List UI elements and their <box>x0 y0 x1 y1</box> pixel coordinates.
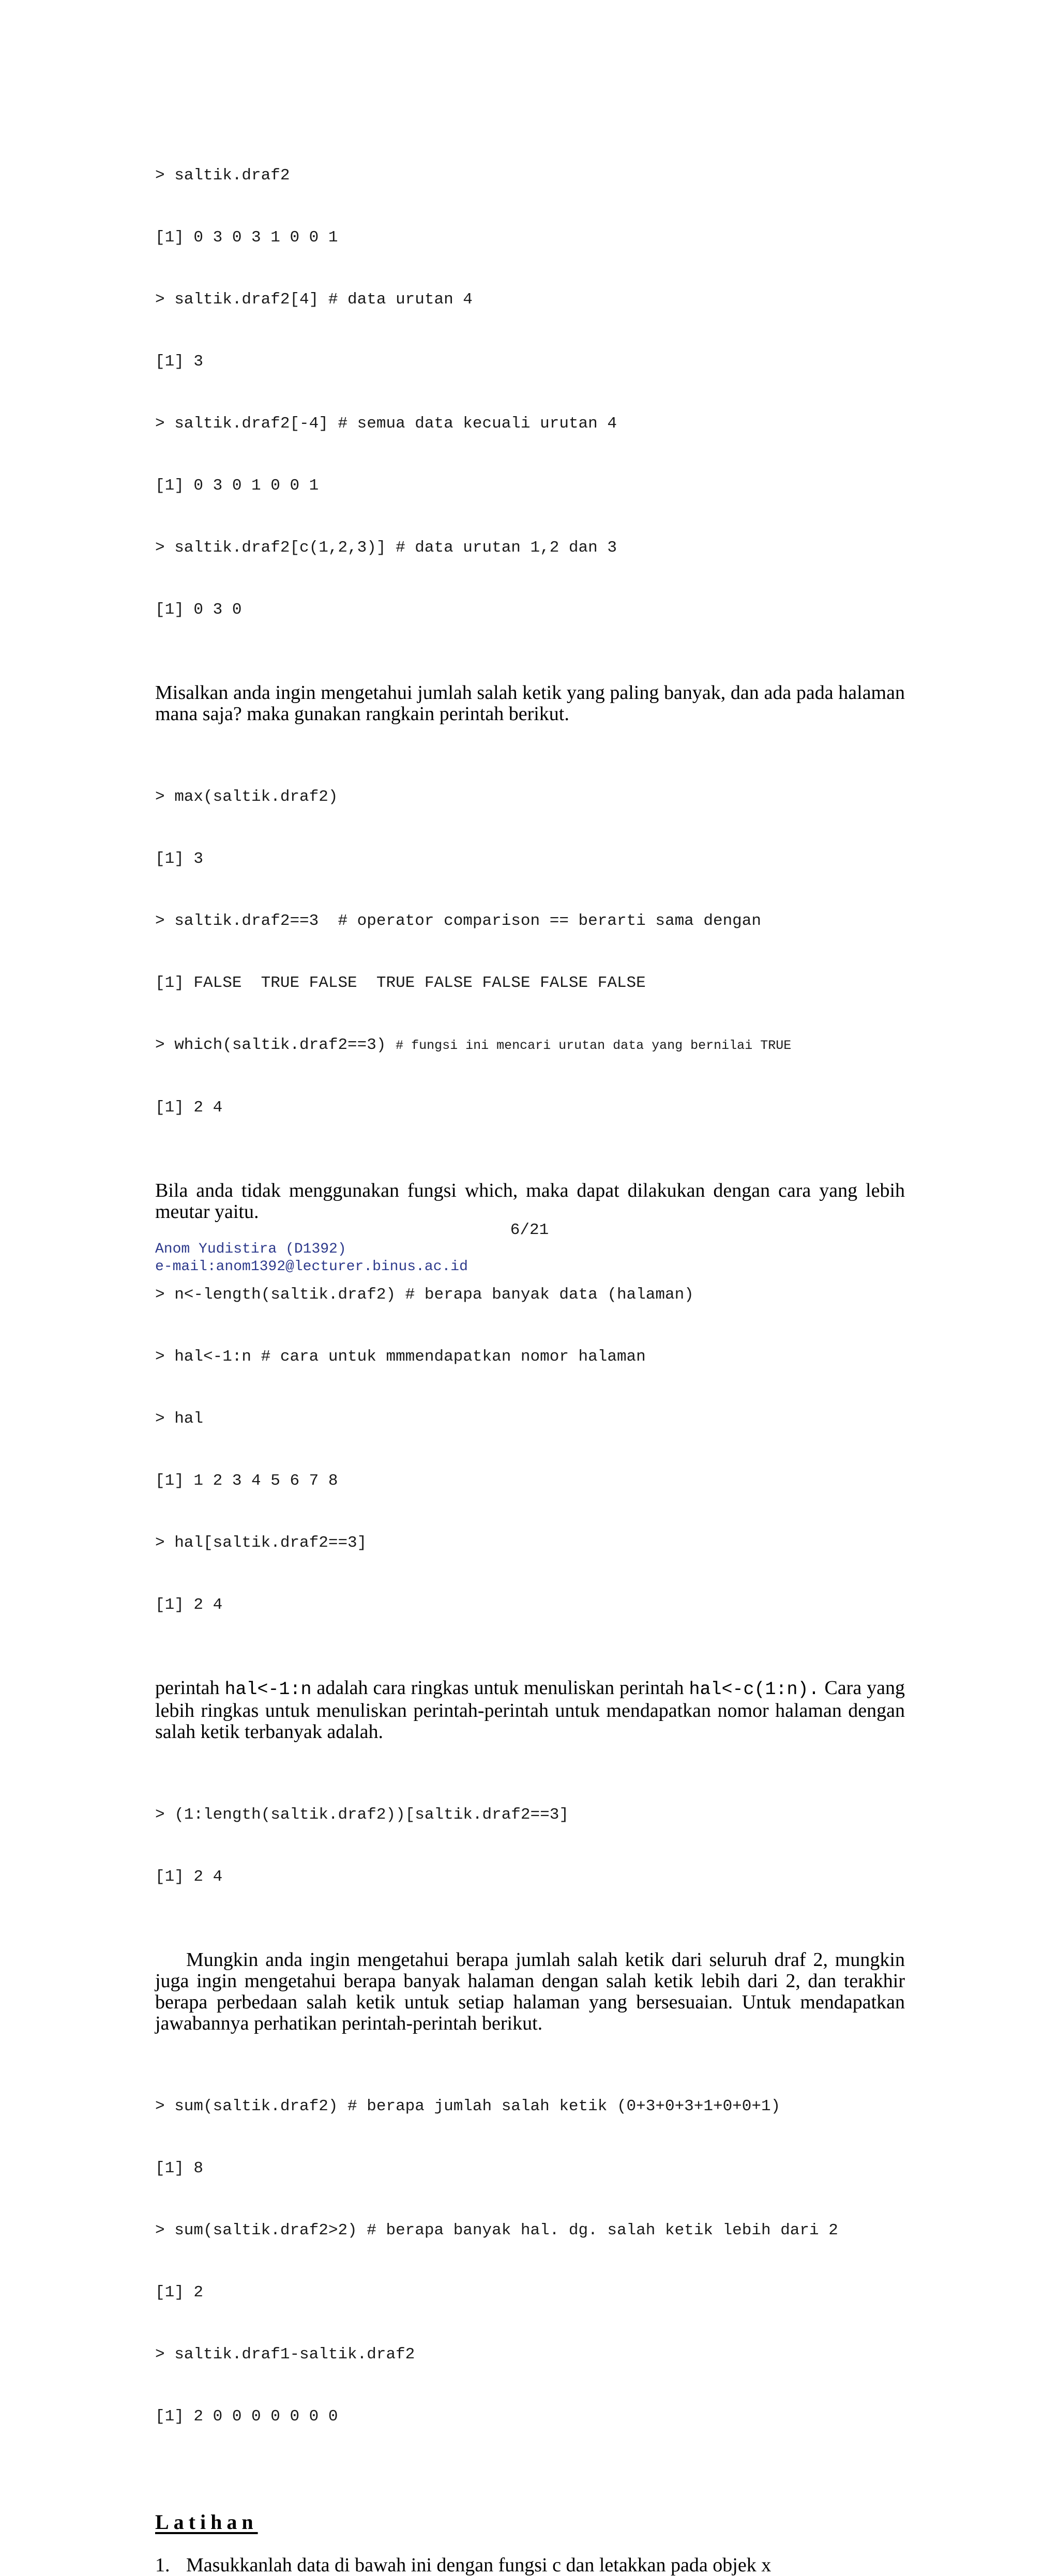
code-line: [1] 1 2 3 4 5 6 7 8 <box>155 1472 338 1490</box>
code-line: [1] FALSE TRUE FALSE TRUE FALSE FALSE FALSE FALSE <box>155 974 646 992</box>
code-line: > saltik.draf2==3 # operator comparison == berarti sama dengan <box>155 912 761 930</box>
code-line: > max(saltik.draf2) <box>155 788 338 806</box>
code-line: [1] 8 <box>155 2159 204 2177</box>
code-line: > hal[saltik.draf2==3] <box>155 1534 367 1552</box>
code-comment: # fungsi ini mencari urutan data yang bernilai TRUE <box>396 1038 792 1053</box>
code-block <box>155 1243 905 1657</box>
document-page <box>155 124 905 2576</box>
page-number: 6/21 <box>510 1221 549 1239</box>
code-line: [1] 0 3 0 3 1 0 0 1 <box>155 228 338 247</box>
list-item <box>155 2555 905 2576</box>
page-footer <box>155 1241 468 1276</box>
code-line: > (1:length(saltik.draf2))[saltik.draf2==3] <box>155 1806 569 1824</box>
text-run: Cara yang lebih ringkas untuk menuliskan perintah-perintah untuk mendapatkan nomor halaman dengan salah ketik terbanyak adalah. <box>155 1677 905 1743</box>
code-line: > sum(saltik.draf2>2) # berapa banyak hal. dg. salah ketik lebih dari 2 <box>155 2221 838 2239</box>
list-text: Masukkanlah data di bawah ini dengan fungsi c dan letakkan pada objek x <box>186 2554 771 2576</box>
code-line: [1] 2 0 0 0 0 0 0 0 <box>155 2407 338 2426</box>
code-block <box>155 2055 905 2468</box>
code-line: [1] 0 3 0 1 0 0 1 <box>155 477 319 495</box>
list-number: 1. <box>155 2554 170 2576</box>
code-text: > which(saltik.draf2==3) <box>155 1036 396 1054</box>
inline-code: hal<-1:n <box>224 1679 312 1700</box>
paragraph: Mungkin anda ingin mengetahui berapa jumlah salah ketik dari seluruh draf 2, mungkin juga ingin mengetahui berapa banyak halaman dengan salah ketik lebih dari 2, dan terakhir berapa perbedaan salah ketik untuk setiap halaman yang bersesuaian. Untuk mendapatkan jawabannya perhatikan perintah-perintah berikut. <box>155 1949 905 2034</box>
text-run: adalah cara ringkas untuk menuliskan perintah <box>311 1677 689 1699</box>
code-block <box>155 1763 905 1929</box>
code-line: [1] 3 <box>155 850 204 868</box>
code-line: [1] 2 4 <box>155 1099 223 1117</box>
text-run: perintah <box>155 1677 225 1699</box>
code-line: > saltik.draf2[4] # data urutan 4 <box>155 291 473 309</box>
paragraph: Bila anda tidak menggunakan fungsi which, maka dapat dilakukan dengan cara yang lebih meutar yaitu. <box>155 1180 905 1223</box>
code-line: > saltik.draf1-saltik.draf2 <box>155 2345 415 2364</box>
code-line: [1] 2 <box>155 2283 204 2301</box>
code-line: > n<-length(saltik.draf2) # berapa banyak data (halaman) <box>155 1286 694 1304</box>
code-line: > saltik.draf2[-4] # semua data kecuali urutan 4 <box>155 415 617 433</box>
code-line <box>155 1035 905 1056</box>
code-line: > saltik.draf2 <box>155 166 290 185</box>
code-line: [1] 0 3 0 <box>155 601 242 619</box>
code-line: [1] 3 <box>155 353 204 371</box>
footer-email: e-mail:anom1392@lecturer.binus.ac.id <box>155 1259 468 1275</box>
code-line: [1] 2 4 <box>155 1868 223 1886</box>
paragraph <box>155 1678 905 1743</box>
paragraph: Misalkan anda ingin mengetahui jumlah salah ketik yang paling banyak, dan ada pada halaman mana saja? maka gunakan rangkain perintah berikut. <box>155 682 905 725</box>
code-line: > hal <box>155 1410 204 1428</box>
code-line: > sum(saltik.draf2) # berapa jumlah salah ketik (0+3+0+3+1+0+0+1) <box>155 2097 781 2115</box>
code-block <box>155 124 905 662</box>
code-line: > saltik.draf2[c(1,2,3)] # data urutan 1,2 dan 3 <box>155 539 617 557</box>
code-line: [1] 2 4 <box>155 1596 223 1614</box>
code-line: > hal<-1:n # cara untuk mmmendapatkan nomor halaman <box>155 1348 646 1366</box>
footer-author: Anom Yudistira (D1392) <box>155 1241 346 1257</box>
inline-code: hal<-c(1:n). <box>689 1679 820 1700</box>
code-block <box>155 745 905 1160</box>
section-heading: Latihan <box>155 2510 258 2534</box>
